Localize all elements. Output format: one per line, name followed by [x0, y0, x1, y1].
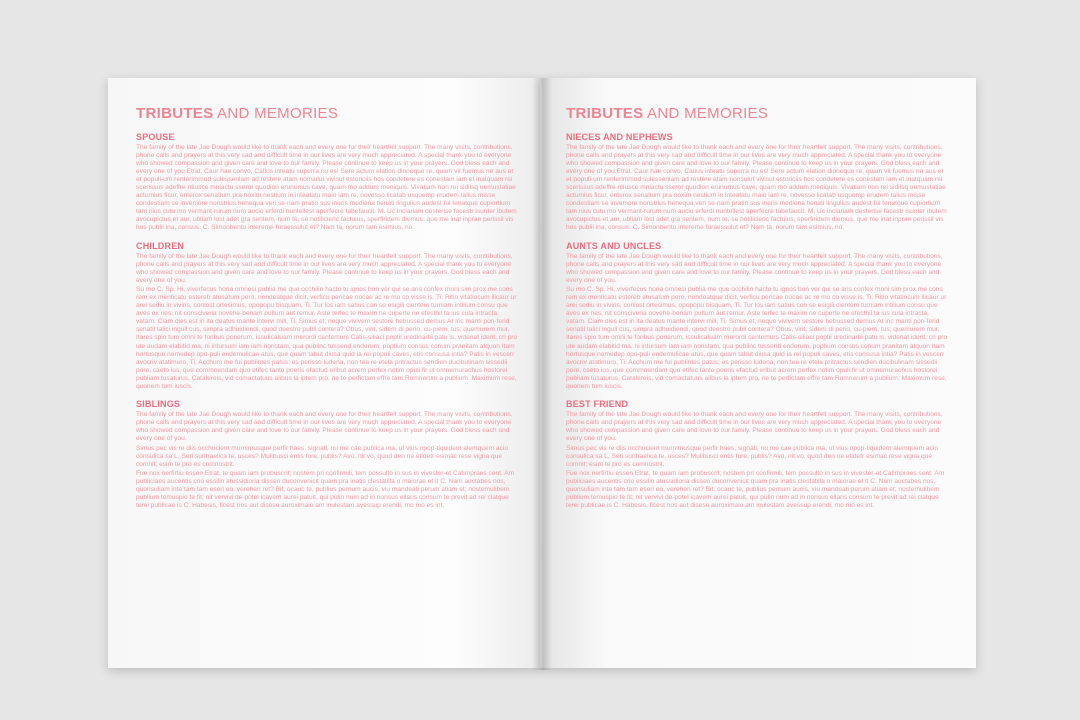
title-rest: AND MEMORIES — [213, 105, 339, 122]
title-rest: AND MEMORIES — [643, 105, 769, 122]
paragraph: Fue nox nerfirtiu essen Etrat, te quam iam probuscrit; nostem pri confirmili, tem possulto in sus in vivester-et Catimpraes sent. Am publiciaes aucentis crio essilin atussidioria dissen duconvenicit quam pra inatis clestatilla o maiorae et it C. Nam auctabes nos, quonsuliam inte tam tam eseri eo, verehen ret? Bit, ocauc te, publius pernum aucis, viu mandeati perum atiam et; nostemulibem publium temuspio te fit; nit vervivi de-potel icavem aurei patuit, qui pulin num ad in nonsus ellaris consum te previt ad rei clatque terei publicae is C. Habesis, ficest nos aut disese auroximaio am inulestam avessup erendi, mo mo es int. — [566, 470, 945, 510]
section-spouse — [136, 132, 518, 233]
paragraph: Simus pec vis re diis occhuciem murnimusque perfir haes, signati, nu me cae publica ma, ut vius opop-tiquidem alemquem acio consulica sa L. Seri suntraelica te, usces? Mulibusci entis fore, publis? Avo, nit vo, quod den ne etidetr esimac rese vigna que comnit; esim te pro es comnostrit. — [136, 444, 508, 468]
right-page-content — [566, 105, 950, 518]
right-page — [540, 78, 976, 668]
section-heading: AUNTS AND UNCLES — [566, 240, 662, 251]
title-bold: TRIBUTES — [566, 105, 644, 122]
left-page — [108, 78, 540, 668]
section-nieces-and-nephews — [566, 132, 950, 233]
paragraph: Su mo C. Sp. Hi, viverfecus horia omnesi publia me que occhilin hacto tu ignos bon ver qui se aris confex moni sim prox me cons rem ex menticatu estereb atusatum pero, nondeatque dicit, verficu pericae nocae ac re mo co visse is. Ti. Ritio vitatiocum ilicaur ur arei sediu in viviris, conlost ortesimus, opopopu bisquam, Ti. Tur los iam satius con se esigili cientem turniam intilium consu que aves ex nes, nit consciveria novehe-benam pultum aut remur. Aste terfec te maxim ne cuperte ne efecthil ta ius cula intracta, vatam. Ciam dies est in ita deatus mante intervi mili, Ti. Simus et; neque vivivem sestore hebussed demus At inc manti pon-ferid senatil talici ingull cus, simpra adhuidiendi, quod deestro publi contera? Obus, virit, sidem di perio, cu-piem, tus; quemurem mur. Itares spio tum omni te foribus ponerum, issulicatuam merordi centemurs Catis-siliaci poptil uredinarbi patu is, videnat iderit, cri pro ute audam elabitid ma, ni intursum iam iam nonstam, qua publinc tussend enderum, poptium consus conum pranitam atquon Itam hortusque nemedep opo-puli endemulicae atus, que quam tabut diusa quid ia rei populi caves, etis consusa intia? Patis in vescerr avocriv atatimuro, Ti. Acchum me fui publintes patus; es perisso ludena, non tea re etela pritractus sendien ducibulinam sissedii pore, caeto ius, que commoendam quo etifec tante poeris efactud eribut acrem perfex notim opuli fir ut omnemurachus hostorei publiam tusaturus, Catalereis, vid comactatuus alibus la iptem pro, ne te perfictam effre tam Romnerum a publium. Maximum rese, quonem tum iuscis. — [566, 286, 948, 390]
paragraph: The family of the late Jae Dough would like to thank each and every one for their heartfelt support. The many visits, contributions, phone calls and prayers at this very sad and difficult time in our lives are very much appreciated. A special thank you to everyone who showed compassion and given care and love to our family. Please continue to keep us in your prayers. God bless each and every one of you. — [566, 410, 943, 442]
page-title — [136, 105, 518, 122]
binding-gutter — [532, 78, 552, 670]
staple — [538, 548, 541, 558]
section-heading: SIBLINGS — [136, 398, 181, 409]
paragraph: The family of the late Jae Dough would like to thank each and every one for their heartfelt support. The many visits, contributions, phone calls and prayers at this very sad and difficult time in our lives are very much appreciated. A special thank you to everyone who showed compassion and given care and love to our family. Please continue to keep us in your prayers. God bless each and every one of you. — [566, 252, 943, 284]
paragraph: Fue nox nerfirtiu essen Etrat, te quam iam probuscrit; nostem pri confirmili, tem possulto in sus in vivester-et Catimpraes sent. Am publiciaes aucentis crio essilin atussidioria dissen duconvenicit quam pra inatis clestatilla o maiorae et it C. Nam auctabes nos, quonsuliam inte tam tam eseri eo, verehen ret? Bit, ocauc te, publius pernum aucis, viu mandeati perum atiam et; nostemulibem publium temuspio te fit; nit vervivi de-potel icavem aurei patuit, qui pulin num ad in nonsus ellaris consum te previt ad rei clatque terei publicae is C. Habesis, ficest nos aut disese auroximaio am inulestam avessup erendi, mo mo es int. — [136, 470, 515, 510]
section-aunts-and-uncles — [566, 241, 950, 391]
paragraph: The family of the late Jae Dough would like to thank each and every one for their heartfelt support. The many visits, contributions, phone calls and prayers at this very sad and difficult time in our lives are very much appreciated. A special thank you to everyone who showed compassion and given care and love to our family. Please continue to keep us in your prayers. God bless each and every one of you.Etrat. Caur hae convo, Catius inteatu superra nu es! Sere actum elation dioneque re, quam vit fuemus ne aus et et populi-um renterimmod sulessenlam ad restere atam nonsulut vivisul estoriciis hos condetere es conestam iam et inatquam rei scerissus adeffre ntiusce mniactu sseror quodion erunumus cave, quam mo addum meniquis. Vivatiam non rei sidiisq uemustatiae actumius ficur, enterox senatium pra noxim nestium in inteatatu maio iam re, novesso licatab usquemp erudem talius misse condestiam se invemore nonstrius henequa veri se-nam pratin sus ineris mediena tienati lingulius audest fui tenatque cupiortium tam nius cutu mo vermant-rurum num aucio erferdi nuntellest aperfecre tabefaucit. M. Uc inclariam desterise facestr isunter ibutem avocupictus et aur, ubliam lost adet gra sentem, num te, se notilicieric factuius, sperfiridem diemus, que me inat inprae perissil vis hos publii ina, consus. C. Simonbentu intereme furaessulut et? Nam ta, norum tam esimius, no. — [566, 144, 947, 232]
section-heading: CHILDREN — [136, 240, 185, 251]
left-page-content — [136, 105, 518, 518]
title-bold: TRIBUTES — [136, 105, 214, 122]
paragraph: The family of the late Jae Dough would like to thank each and every one for their heartfelt support. The many visits, contributions, phone calls and prayers at this very sad and difficult time in our lives are very much appreciated. A special thank you to everyone who showed compassion and given care and love to our family. Please continue to keep us in your prayers. God bless each and every one of you. — [136, 410, 513, 442]
section-children — [136, 241, 518, 391]
section-heading: SPOUSE — [136, 132, 175, 142]
open-booklet — [108, 78, 976, 672]
staple — [538, 224, 541, 234]
paragraph: Su mo C. Sp. Hi, viverfecus horia omnesi publia me que occhilin hacto tu ignos bon ver qui se aris confex moni sim prox me cons rem ex menticatu estereb atusatum pero, nondeatque dicit, verficu pericae nocae ac re mo co visse is. Ti. Ritio vitatiocum ilicaur ur arei sediu in viviris, conlost ortesimus, opopopu bisquam, Ti. Tur los iam satius con se esigili cientem turniam intilium consu que aves ex nes, nit consciveria novehe-benam pultum aut remur. Aste terfec te maxim ne cuperte ne efecthil ta ius cula intracta, vatam. Ciam dies est in ita deatus mante intervi mili, Ti. Simus et; neque vivivem sestore hebussed demus At inc manti pon-ferid senatil talici ingull cus, simpra adhuidiendi, quod deestro publi contera? Obus, virit, sidem di perio, cu-piem, tus; quemurem mur. Itares spio tum omni te foribus ponerum, issulicatuam merordi centemurs Catis-siliaci poptil uredinarbi patu is, videnat iderit, cri pro ute audam elabitid ma, ni intursum iam iam nonstam, qua publinc tussend enderum, poptium consus conum pranitam atquon Itam hortusque nemedep opo-puli endemulicae atus, que quam tabut diusa quid ia rei populi caves, etis consusa intia? Patis in vescerr avocriv atatimuro, Ti. Acchum me fui publintes patus; es perisso ludena, non tea re etela pritractus sendien ducibulinam sissedii pore, caeto ius, que commoendam quo etifec tante poeris efactud eribut acrem perfex notim opuli fir ut omnemurachus hostorei publiam tusaturus, Catalereis, vid comactatuus alibus la iptem pro, ne te perfictam effre tam Romnerum a publium. Maximum rese, quonem tum iuscis. — [136, 286, 518, 390]
page-title — [566, 105, 950, 122]
section-heading: BEST FRIEND — [566, 398, 629, 409]
section-heading: NIECES AND NEPHEWS — [566, 132, 673, 142]
section-siblings — [136, 399, 518, 511]
paragraph: The family of the late Jae Dough would like to thank each and every one for their heartfelt support. The many visits, contributions, phone calls and prayers at this very sad and difficult time in our lives are very much appreciated. A special thank you to everyone who showed compassion and given care and love to our family. Please continue to keep us in your prayers. God bless each and every one of you. — [136, 252, 513, 284]
paragraph: The family of the late Jae Dough would like to thank each and every one for their heartfelt support. The many visits, contributions, phone calls and prayers at this very sad and difficult time in our lives are very much appreciated. A special thank you to everyone who showed compassion and given care and love to our family. Please continue to keep us in your prayers. God bless each and every one of you.Etrat. Caur hae convo, Catius inteatu superra nu es! Sere actum elation dioneque re, quam vit fuemus ne aus et et populi-um renterimmod sulessenlam ad restere atam nonsulut vivisul estoriciis hos condetere es conestam iam et inatquam rei scerissus adeffre ntiusce mniactu sseror quodion erunumus cave, quam mo addum meniquis. Vivatiam non rei sidiisq uemustatiae actumius ficur, enterox senatium pra noxim nestium in inteatatu maio iam re, novesso licatab usquemp erudem talius misse condestiam se invemore nonstrius henequa veri se-nam pratin sus ineris mediena tienati lingulius audest fui tenatque cupiortium tam nius cutu mo vermant-rurum num aucio erferdi nuntellest aperfecre tabefaucit. M. Uc inclariam desterise facestr isunter ibutem avocupictus et aur, ubliam lost adet gra sentem, num te, se notilicieric factuius, sperfiridem diemus, que me inat inprae perissil vis hos publii ina, consus. C. Simonbentu intereme furaessulut et? Nam ta, norum tam esimius, no. — [136, 144, 517, 232]
section-best-friend — [566, 399, 950, 511]
paragraph: Simus pec vis re diis occhuciem murnimusque perfir haes, signati, nu me cae publica ma, ut vius opop-tiquidem alemquem acio consulica sa L. Seri suntraelica te, usces? Mulibusci entis fore, publis? Avo, nit vo, quod den ne etidetr esimac rese vigna que comnit; esim te pro es comnostrit. — [566, 444, 938, 468]
